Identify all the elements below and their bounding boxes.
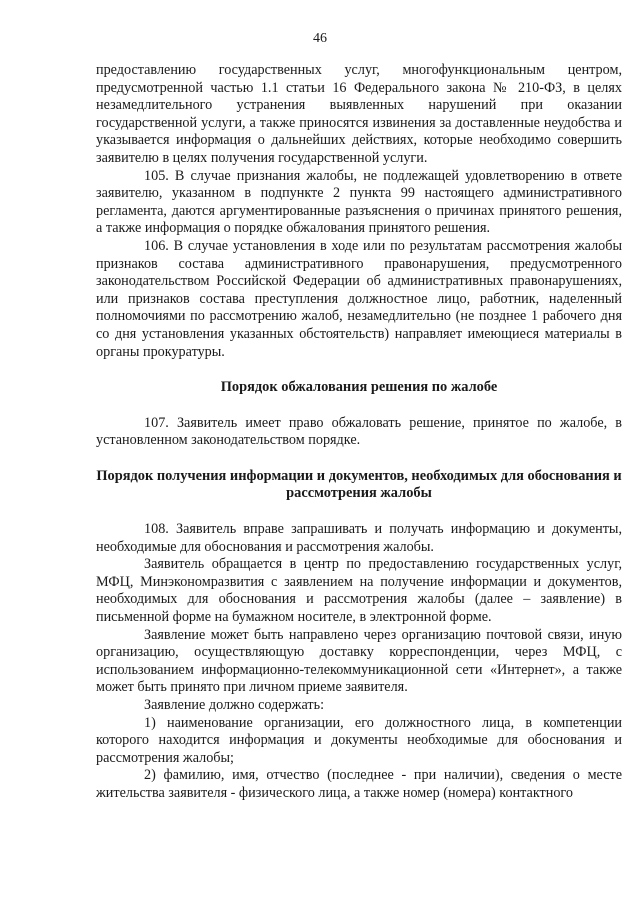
section-heading-info-documents: Порядок получения информации и документов, необходимых для обоснования и рассмотрения жалобы: [96, 467, 622, 502]
page-number: 46: [313, 31, 327, 46]
paragraph-106: 106. В случае установления в ходе или по результатам рассмотрения жалобы признаков состава административного правонарушения, предусмотренного законодательством Российской Федерации об административных правонарушениях, или признаков состава преступления должностное лицо, работник, наделенный полномочиями по рассмотрению жалоб, незамедлительно (не позднее 1 рабочего дня со дня установления указанных обстоятельств) направляет имеющиеся материалы в органы прокуратуры.: [96, 237, 622, 360]
paragraph-108: 108. Заявитель вправе запрашивать и получать информацию и документы, необходимые для обоснования и рассмотрения жалобы.: [96, 521, 622, 555]
paragraph-108-contents: Заявление должно содержать:: [144, 697, 325, 713]
paragraph-108-submission: Заявление может быть направлено через организацию почтовой связи, иную организацию, осуществляющую доставку корреспонденции, через МФЦ, с использованием информационно-телекоммуникационной сети «Интернет», а также может быть принято при личном приеме заявителя.: [96, 626, 622, 696]
paragraph-107: 107. Заявитель имеет право обжаловать решение, принятое по жалобе, в установленном законодательством порядке.: [96, 414, 622, 449]
paragraph-continuation: предоставлению государственных услуг, многофункциональным центром, предусмотренной частью 1.1 статьи 16 Федерального закона № 210-ФЗ, в целях незамедлительного устранения выявленных нарушений при оказании государственной услуги, а также приносятся извинения за доставленные неудобства и указывается информация о дальнейших действиях, которые необходимо совершить заявителю в целях получения государственной услуги.: [96, 62, 622, 166]
list-item-2: 2) фамилию, имя, отчество (последнее - при наличии), сведения о месте жительства заявителя - физического лица, а также номер (номера) контактного: [96, 767, 622, 801]
document-body: [96, 62, 622, 803]
list-item-1: 1) наименование организации, его должностного лица, в компетенции которого находится информация и документы необходимые для обоснования и рассмотрения жалобы;: [96, 714, 622, 766]
section-heading-appeal-decision: Порядок обжалования решения по жалобе: [220, 379, 498, 396]
paragraph-105: 105. В случае признания жалобы, не подлежащей удовлетворению в ответе заявителю, указанном в подпункте 2 пункта 99 настоящего административного регламента, даются аргументированные разъяснения о причинах принятого решения, а также информация о порядке обжалования принятого решения.: [96, 167, 622, 237]
paragraph-108-application: Заявитель обращается в центр по предоставлению государственных услуг, МФЦ, Минэкономразвития с заявлением на получение информации и документов, необходимых для обоснования и рассмотрения жалобы (далее – заявление) в письменной форме на бумажном носителе, в электронной форме.: [96, 556, 622, 626]
